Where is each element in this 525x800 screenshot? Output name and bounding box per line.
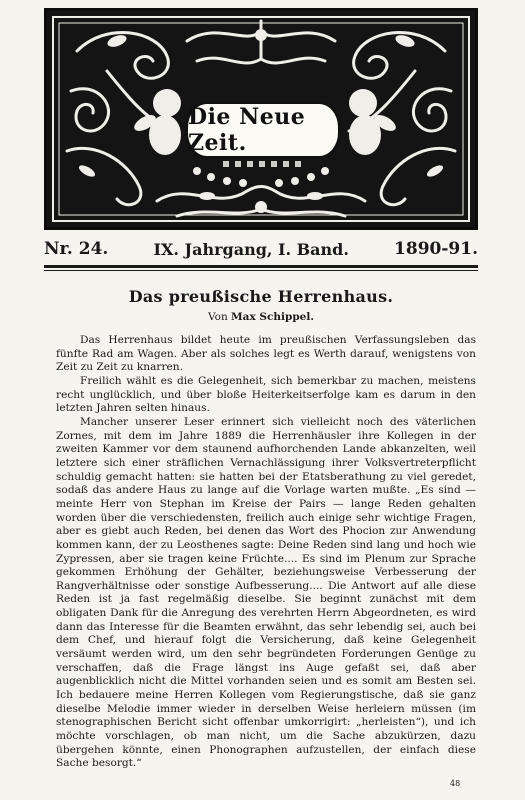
article-byline [44,311,478,323]
page-number: 48 [450,779,461,788]
article-title: Das preußische Herrenhaus. [128,287,394,306]
issue-rule-thin [44,270,478,271]
issue-number: Nr. 24. [44,239,109,259]
byline-prefix: Von [208,311,228,323]
masthead-ornament [44,8,478,230]
issue-rule-thick [44,265,478,268]
article-paragraph: Freilich wählt es die Gelegenheit, sich bemerkbar zu machen, meistens recht unglücklich, und über bloße Heiterkeitserfolge kam es darum in den letzten Jahren selten hinaus. [56,374,476,415]
issue-volume: IX. Jahrgang, I. Band. [153,239,349,259]
issue-year: 1890-91. [394,239,478,259]
newspaper-title: Die Neue Zeit. [188,104,306,156]
byline-author: Max Schippel. [231,311,314,323]
article-paragraph: Das Herrenhaus bildet heute im preußischen Verfassungsleben das fünfte Rad am Wagen. Aber als solches legt es Werth darauf, wenigstens von Zeit zu Zeit zu knarren. [56,334,476,374]
article-body [56,334,476,771]
article-paragraph: Mancher unserer Leser erinnert sich vielleicht noch des väterlichen Zornes, mit dem im Jahre 1889 die Herrenhäusler ihre Kollegen in der zweiten Kammer vor dem staunend aufhorchenden Lande abkanzelten, weil letztere sich einer sträflichen Vernachlässigung ihrer Volksvertreterpflicht schuldig gemacht hatten: sie hatten bei der Etatsberathung zu viel geredet, sodaß das andere Haus zu lange auf die Vorlage warten mußte. „Es sind — meinte Herr von Stephan im Kreise der Pairs — lange Reden gehalten worden über die verschiedensten, freilich auch einige sehr wichtige Fragen, aber es giebt auch Reden, bei denen das Wort des Phocion zur Anwendung kommen kann, der zu Leosthenes sagte: Deine Reden sind lang und hoch wie Zypressen, aber sie tragen keine Früchte.... Es sind im Plenum zur Sprache gekommen Erhöhung der Gehälter, beziehungsweise Verbesserung der Rangverhältnisse oder sonstige Aufbesserung.... Die Antwort auf alle diese Reden ist ja fast regelmäßig dieselbe. Sie beginnt zunächst mit dem obligaten Dank für die Anregung des verehrten Herrn Abgeordneten, es wird dann das Interesse für die Beamten erwähnt, das sehr lebendig sei, auch bei dem Chef, und hierauf folgt die Versicherung, daß keine Gelegenheit versäumt werden wird, um den sehr begründeten Forderungen Genüge zu verschaffen, daß die Frage längst ins Auge gefaßt sei, daß aber augenblicklich nicht die Mittel vorhanden seien und es somit am Besten sei. Ich bedauere meine Herren Kollegen vom Regierungstische, daß sie ganz dieselbe Melodie immer wieder in derselben Weise herleiern müssen (im stenographischen Bericht sicht offenbar umkorrigirt: „herleisten“), und ich möchte vorschlagen, ob man nicht, um die Sache abzukürzen, dazu übergehen könnte, einen Phonographen aufzustellen, der einfach diese Sache besorgt.“ [56,415,476,770]
masthead-title-plate [185,101,341,159]
issue-line [44,234,478,264]
